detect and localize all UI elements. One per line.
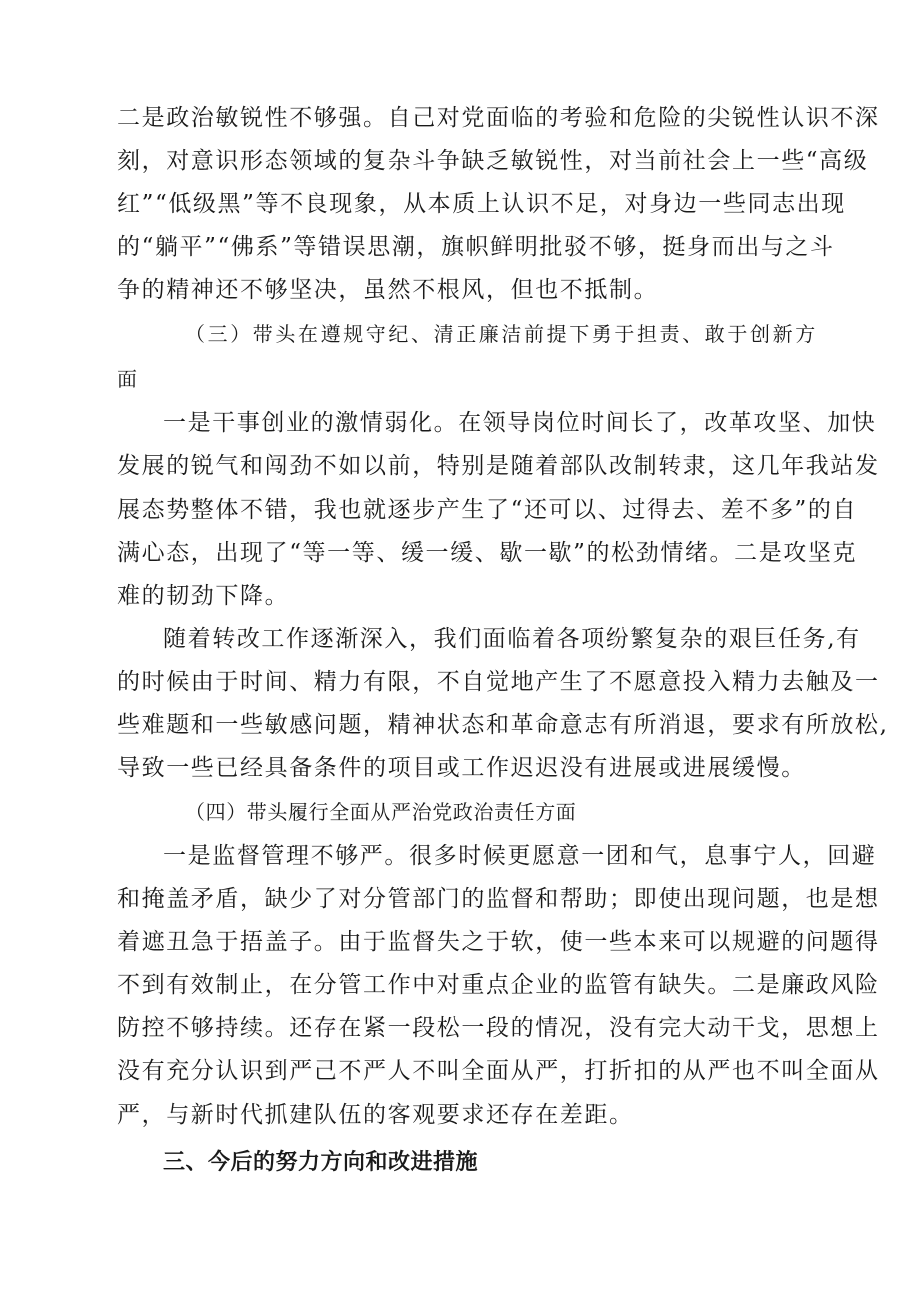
- paragraph-line: 防控不够持续。还存在紧一段松一段的情况，没有完大动干戈，思想上: [117, 1015, 880, 1041]
- paragraph-line: 些难题和一些敏感问题，精神状态和革命意志有所消退，要求有所放松,: [117, 712, 889, 738]
- paragraph-line: 满心态，出现了“等一等、缓一缓、歇一歇”的松劲情绪。二是攻坚克: [117, 540, 858, 566]
- paragraph-line: 严，与新时代抓建队伍的客观要求还存在差距。: [117, 1102, 634, 1128]
- paragraph-line: 导致一些已经具备条件的项目或工作迟迟没有进展或进展缓慢。: [117, 755, 806, 781]
- chapter-heading: 三、今后的努力方向和改进措施: [163, 1150, 479, 1175]
- paragraph-line: 红”“低级黑”等不良现象，从本质上认识不足，对身边一些同志出现: [117, 191, 846, 217]
- paragraph-line: 争的精神还不够坚决，虽然不根风，但也不抵制。: [117, 277, 659, 303]
- section-heading-3: （三）带头在遵规守纪、清正廉洁前提下勇于担责、敢于创新方: [185, 322, 818, 346]
- paragraph-line: 随着转改工作逐渐深入，我们面临着各项纷繁复杂的艰巨任务,有: [163, 626, 861, 652]
- section-heading-4: （四）带头履行全面从严治党政治责任方面: [185, 800, 577, 824]
- paragraph-line: 着遮丑急于捂盖子。由于监督失之于软，使一些本来可以规避的问题得: [117, 929, 880, 955]
- paragraph-line: 展态势整体不错，我也就逐步产生了“还可以、过得去、差不多”的自: [117, 497, 858, 523]
- paragraph-line: 和掩盖矛盾，缺少了对分管部门的监督和帮助；即使出现问题，也是想: [117, 886, 880, 912]
- paragraph-line: 难的韧劲下降。: [117, 583, 290, 609]
- section-heading-3-cont: 面: [117, 367, 138, 391]
- paragraph-line: 没有充分认识到严己不严人不叫全面从严，打折扣的从严也不叫全面从: [117, 1058, 880, 1084]
- paragraph-line: 二是政治敏锐性不够强。自己对党面临的考验和危险的尖锐性认识不深: [117, 105, 880, 131]
- paragraph-line: 不到有效制止，在分管工作中对重点企业的监管有缺失。二是廉政风险: [117, 972, 880, 998]
- paragraph-line: 发展的锐气和闯劲不如以前，特别是随着部队改制转隶，这几年我站发: [117, 453, 880, 479]
- paragraph-line: 一是监督管理不够严。很多时候更愿意一团和气，息事宁人，回避: [163, 843, 877, 869]
- paragraph-line: 的“躺平”“佛系”等错误思潮，旗帜鲜明批驳不够，挺身而出与之斗: [117, 234, 835, 260]
- paragraph-line: 刻，对意识形态领域的复杂斗争缺乏敏锐性，对当前社会上一些“高级: [117, 148, 869, 174]
- paragraph-line: 的时候由于时间、精力有限，不自觉地产生了不愿意投入精力去触及一: [117, 669, 880, 695]
- paragraph-line: 一是干事创业的激情弱化。在领导岗位时间长了，改革攻坚、加快: [163, 410, 877, 436]
